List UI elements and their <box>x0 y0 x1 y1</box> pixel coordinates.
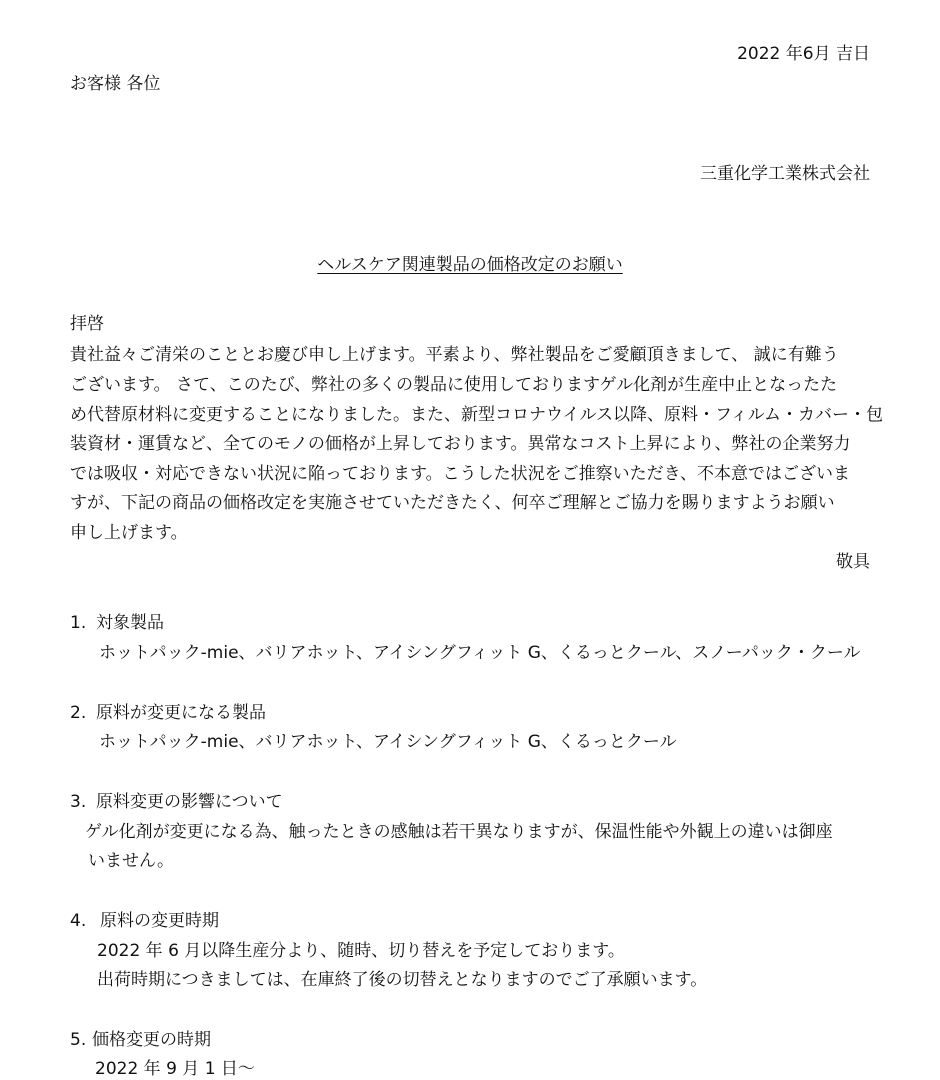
item-heading <box>70 910 219 932</box>
item-number: 2. <box>70 703 87 723</box>
item-detail-line: ゲル化剤が変更になる為、触ったときの感触は若干異なりますが、保温性能や外観上の違いは御座 <box>85 822 833 842</box>
item-number: 1. <box>70 613 87 633</box>
item-heading <box>70 702 266 724</box>
opening-salutation: 拝啓 <box>70 314 104 334</box>
item-detail-line: 2022 年 6 月以降生産分より、随時、切り替えを予定しております。 <box>97 941 625 961</box>
item-detail-line: 2022 年 9 月 1 日～ <box>95 1059 255 1079</box>
body-line: 装資材・運賃など、全てのモノの価格が上昇しております。異常なコスト上昇により、弊社の企業努力 <box>70 434 851 454</box>
item-detail-line: ホットパック-mie、バリアホット、アイシングフィット G、くるっとクール、スノーパック・クール <box>99 643 861 663</box>
body-line: すが、下記の商品の価格改定を実施させていただきたく、何卒ご理解とご協力を賜りますようお願い <box>70 493 835 513</box>
item-heading-text: 対象製品 <box>96 613 164 633</box>
item-heading <box>70 612 164 634</box>
body-line: では吸収・対応できない状況に陥っております。こうした状況をご推察いただき、不本意ではございま <box>70 464 850 484</box>
letter-date: 2022 年6月 吉日 <box>737 44 870 64</box>
item-detail-line: 出荷時期につきましては、在庫終了後の切替えとなりますのでご了承願います。 <box>97 970 708 990</box>
sender-company: 三重化学工業株式会社 <box>700 164 870 184</box>
recipient: お客様 各位 <box>70 74 161 94</box>
body-line: め代替原材料に変更することになりました。また、新型コロナウイルス以降、原料・フィルム・カバー・包 <box>70 405 883 425</box>
item-heading-text: 原料が変更になる製品 <box>96 703 266 723</box>
letter-title: ヘルスケア関連製品の価格改定のお願い <box>317 255 623 275</box>
item-heading-text: 価格変更の時期 <box>92 1030 211 1050</box>
body-line: 貴社益々ご清栄のこととお慶び申し上げます。平素より、弊社製品をご愛顧頂きまして、 誠に有難う <box>70 345 839 365</box>
closing-salutation: 敬具 <box>836 552 870 572</box>
body-line: ございます。 さて、このたび、弊社の多くの製品に使用しておりますゲル化剤が生産中止となったた <box>70 375 838 395</box>
item-detail-line: ホットパック-mie、バリアホット、アイシングフィット G、くるっとクール <box>99 732 677 752</box>
item-heading <box>70 1029 211 1051</box>
item-heading <box>70 791 283 813</box>
item-heading-text: 原料変更の影響について <box>96 792 283 812</box>
item-number: 3. <box>70 792 87 812</box>
item-heading-text: 原料の変更時期 <box>100 911 219 931</box>
item-number: 5. <box>70 1030 87 1050</box>
body-line: 申し上げます。 <box>70 523 188 543</box>
item-detail-line: いません。 <box>88 851 175 871</box>
item-number: 4. <box>70 911 87 931</box>
